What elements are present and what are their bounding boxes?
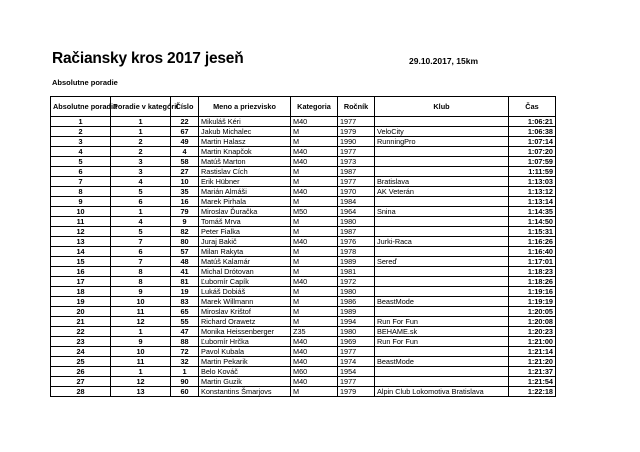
cell-abs-position: 1 <box>51 117 111 127</box>
cell-abs-position: 25 <box>51 357 111 367</box>
cell-birth-year: 1987 <box>338 227 375 237</box>
cell-club: Bratislava <box>375 177 509 187</box>
cell-birth-year: 1980 <box>338 287 375 297</box>
table-row <box>51 127 556 137</box>
table-row <box>51 147 556 157</box>
cell-time: 1:19:19 <box>509 297 556 307</box>
cell-category-position: 9 <box>111 337 171 347</box>
cell-runner-name: Pavol Kubala <box>199 347 291 357</box>
cell-runner-name: Juraj Bakič <box>199 237 291 247</box>
cell-abs-position: 7 <box>51 177 111 187</box>
cell-runner-name: Lukáš Dobiáš <box>199 287 291 297</box>
cell-category: Z35 <box>291 327 338 337</box>
cell-time: 1:21:14 <box>509 347 556 357</box>
table-row <box>51 297 556 307</box>
cell-bib-number: 22 <box>171 117 199 127</box>
table-row <box>51 317 556 327</box>
cell-category: M <box>291 227 338 237</box>
cell-bib-number: 79 <box>171 207 199 217</box>
cell-category-position: 8 <box>111 267 171 277</box>
cell-runner-name: Marek Willmann <box>199 297 291 307</box>
cell-club <box>375 247 509 257</box>
results-table <box>50 96 556 397</box>
cell-runner-name: Ľubomír Capík <box>199 277 291 287</box>
cell-birth-year: 1980 <box>338 217 375 227</box>
cell-time: 1:07:14 <box>509 137 556 147</box>
cell-abs-position: 19 <box>51 297 111 307</box>
cell-bib-number: 4 <box>171 147 199 157</box>
cell-club: Run For Fun <box>375 317 509 327</box>
cell-time: 1:21:00 <box>509 337 556 347</box>
cell-category-position: 11 <box>111 307 171 317</box>
table-row <box>51 117 556 127</box>
cell-birth-year: 1972 <box>338 277 375 287</box>
cell-category: M40 <box>291 377 338 387</box>
cell-time: 1:07:59 <box>509 157 556 167</box>
cell-birth-year: 1989 <box>338 257 375 267</box>
cell-bib-number: 9 <box>171 217 199 227</box>
table-row <box>51 387 556 397</box>
cell-category-position: 6 <box>111 247 171 257</box>
cell-bib-number: 35 <box>171 187 199 197</box>
cell-category-position: 4 <box>111 217 171 227</box>
table-header-row <box>51 97 556 117</box>
cell-birth-year: 1970 <box>338 187 375 197</box>
cell-abs-position: 11 <box>51 217 111 227</box>
cell-category-position: 8 <box>111 277 171 287</box>
cell-category: M <box>291 167 338 177</box>
cell-time: 1:22:18 <box>509 387 556 397</box>
cell-bib-number: 55 <box>171 317 199 327</box>
cell-birth-year: 1974 <box>338 357 375 367</box>
cell-runner-name: Richard Orawetz <box>199 317 291 327</box>
cell-club <box>375 277 509 287</box>
table-row <box>51 207 556 217</box>
cell-time: 1:20:23 <box>509 327 556 337</box>
cell-category-position: 11 <box>111 357 171 367</box>
cell-abs-position: 24 <box>51 347 111 357</box>
col-header-category: Kategoria <box>291 97 338 117</box>
cell-category-position: 9 <box>111 287 171 297</box>
cell-category-position: 10 <box>111 347 171 357</box>
cell-category-position: 10 <box>111 297 171 307</box>
table-row <box>51 237 556 247</box>
cell-abs-position: 21 <box>51 317 111 327</box>
table-row <box>51 177 556 187</box>
race-date: 29.10.2017, 15km <box>409 56 479 66</box>
cell-abs-position: 5 <box>51 157 111 167</box>
cell-runner-name: Martin Pekarik <box>199 357 291 367</box>
cell-birth-year: 1964 <box>338 207 375 217</box>
cell-bib-number: 80 <box>171 237 199 247</box>
cell-category-position: 5 <box>111 227 171 237</box>
cell-club: AK Veterán <box>375 187 509 197</box>
cell-category: M40 <box>291 347 338 357</box>
cell-category-position: 12 <box>111 377 171 387</box>
table-row <box>51 217 556 227</box>
cell-runner-name: Peter Fialka <box>199 227 291 237</box>
cell-abs-position: 20 <box>51 307 111 317</box>
cell-club <box>375 347 509 357</box>
cell-abs-position: 3 <box>51 137 111 147</box>
cell-time: 1:18:26 <box>509 277 556 287</box>
cell-time: 1:19:16 <box>509 287 556 297</box>
cell-abs-position: 14 <box>51 247 111 257</box>
cell-birth-year: 1981 <box>338 267 375 277</box>
cell-runner-name: Matúš Kalamár <box>199 257 291 267</box>
cell-club: Snina <box>375 207 509 217</box>
cell-time: 1:14:50 <box>509 217 556 227</box>
cell-runner-name: Tomáš Mrva <box>199 217 291 227</box>
cell-category: M40 <box>291 237 338 247</box>
cell-club: BeastMode <box>375 357 509 367</box>
cell-runner-name: Ľubomír Hrčka <box>199 337 291 347</box>
cell-time: 1:17:01 <box>509 257 556 267</box>
cell-birth-year: 1978 <box>338 247 375 257</box>
cell-runner-name: Erik Hübner <box>199 177 291 187</box>
cell-club: Jurki-Raca <box>375 237 509 247</box>
table-row <box>51 377 556 387</box>
cell-category: M <box>291 257 338 267</box>
cell-category-position: 5 <box>111 187 171 197</box>
table-row <box>51 267 556 277</box>
table-row <box>51 157 556 167</box>
cell-club: VeloCity <box>375 127 509 137</box>
cell-time: 1:13:03 <box>509 177 556 187</box>
cell-bib-number: 60 <box>171 387 199 397</box>
cell-runner-name: Martin Halasz <box>199 137 291 147</box>
cell-bib-number: 81 <box>171 277 199 287</box>
cell-runner-name: Milan Rakyta <box>199 247 291 257</box>
cell-bib-number: 49 <box>171 137 199 147</box>
cell-time: 1:07:20 <box>509 147 556 157</box>
cell-runner-name: Mikuláš Kéri <box>199 117 291 127</box>
table-row <box>51 287 556 297</box>
cell-category-position: 1 <box>111 127 171 137</box>
cell-abs-position: 6 <box>51 167 111 177</box>
cell-club: BEHAME.sk <box>375 327 509 337</box>
table-row <box>51 337 556 347</box>
cell-bib-number: 90 <box>171 377 199 387</box>
cell-category: M50 <box>291 207 338 217</box>
table-row <box>51 327 556 337</box>
cell-abs-position: 16 <box>51 267 111 277</box>
cell-category: M <box>291 317 338 327</box>
cell-bib-number: 27 <box>171 167 199 177</box>
cell-bib-number: 83 <box>171 297 199 307</box>
cell-bib-number: 47 <box>171 327 199 337</box>
cell-runner-name: Monika Heissenberger <box>199 327 291 337</box>
cell-category: M <box>291 137 338 147</box>
cell-category-position: 7 <box>111 257 171 267</box>
cell-category: M <box>291 297 338 307</box>
cell-runner-name: Matúš Marton <box>199 157 291 167</box>
cell-bib-number: 1 <box>171 367 199 377</box>
cell-abs-position: 10 <box>51 207 111 217</box>
cell-abs-position: 26 <box>51 367 111 377</box>
cell-bib-number: 48 <box>171 257 199 267</box>
cell-category: M40 <box>291 157 338 167</box>
col-header-club: Klub <box>375 97 509 117</box>
cell-time: 1:21:37 <box>509 367 556 377</box>
cell-time: 1:21:20 <box>509 357 556 367</box>
cell-birth-year: 1979 <box>338 387 375 397</box>
col-header-name: Meno a priezvisko <box>199 97 291 117</box>
cell-abs-position: 18 <box>51 287 111 297</box>
page-title: Račiansky kros 2017 jeseň <box>52 50 244 67</box>
cell-club <box>375 157 509 167</box>
cell-bib-number: 58 <box>171 157 199 167</box>
col-header-abs: Absolutne poradia <box>51 97 111 117</box>
cell-club <box>375 227 509 237</box>
cell-category: M <box>291 217 338 227</box>
cell-time: 1:11:59 <box>509 167 556 177</box>
table-row <box>51 137 556 147</box>
cell-category-position: 12 <box>111 317 171 327</box>
cell-category: M <box>291 267 338 277</box>
table-row <box>51 307 556 317</box>
results-body <box>51 117 556 397</box>
table-row <box>51 277 556 287</box>
cell-abs-position: 12 <box>51 227 111 237</box>
cell-abs-position: 13 <box>51 237 111 247</box>
cell-birth-year: 1954 <box>338 367 375 377</box>
cell-bib-number: 65 <box>171 307 199 317</box>
cell-time: 1:20:05 <box>509 307 556 317</box>
cell-club <box>375 167 509 177</box>
cell-category: M40 <box>291 277 338 287</box>
cell-category-position: 2 <box>111 137 171 147</box>
cell-runner-name: Belo Kováč <box>199 367 291 377</box>
cell-abs-position: 2 <box>51 127 111 137</box>
col-header-year: Ročník <box>338 97 375 117</box>
cell-club <box>375 117 509 127</box>
cell-time: 1:06:38 <box>509 127 556 137</box>
cell-runner-name: Michal Drótovan <box>199 267 291 277</box>
cell-birth-year: 1976 <box>338 237 375 247</box>
table-row <box>51 357 556 367</box>
table-row <box>51 167 556 177</box>
cell-birth-year: 1977 <box>338 377 375 387</box>
cell-runner-name: Martin Guzik <box>199 377 291 387</box>
cell-runner-name: Konstantins Šmarjovs <box>199 387 291 397</box>
cell-abs-position: 23 <box>51 337 111 347</box>
col-header-cat-pos: Poradie v kategórii <box>111 97 171 117</box>
cell-abs-position: 28 <box>51 387 111 397</box>
table-row <box>51 247 556 257</box>
cell-abs-position: 15 <box>51 257 111 267</box>
cell-category: M <box>291 177 338 187</box>
cell-abs-position: 22 <box>51 327 111 337</box>
cell-time: 1:16:26 <box>509 237 556 247</box>
cell-bib-number: 67 <box>171 127 199 137</box>
cell-time: 1:21:54 <box>509 377 556 387</box>
cell-birth-year: 1973 <box>338 157 375 167</box>
cell-birth-year: 1969 <box>338 337 375 347</box>
cell-runner-name: Miroslav Ďuračka <box>199 207 291 217</box>
cell-bib-number: 19 <box>171 287 199 297</box>
cell-category: M40 <box>291 147 338 157</box>
cell-runner-name: Martin Knapčok <box>199 147 291 157</box>
cell-category: M40 <box>291 357 338 367</box>
cell-birth-year: 1990 <box>338 137 375 147</box>
cell-club <box>375 267 509 277</box>
cell-runner-name: Marián Almáši <box>199 187 291 197</box>
cell-birth-year: 1977 <box>338 177 375 187</box>
cell-category-position: 3 <box>111 167 171 177</box>
cell-birth-year: 1977 <box>338 147 375 157</box>
cell-birth-year: 1980 <box>338 327 375 337</box>
cell-birth-year: 1977 <box>338 347 375 357</box>
table-row <box>51 367 556 377</box>
cell-runner-name: Jakub Michalec <box>199 127 291 137</box>
cell-birth-year: 1984 <box>338 197 375 207</box>
col-header-time: Čas <box>509 97 556 117</box>
cell-club: RunningPro <box>375 137 509 147</box>
cell-category: M <box>291 387 338 397</box>
cell-abs-position: 9 <box>51 197 111 207</box>
cell-category: M <box>291 287 338 297</box>
cell-time: 1:13:12 <box>509 187 556 197</box>
cell-bib-number: 10 <box>171 177 199 187</box>
cell-club <box>375 367 509 377</box>
cell-abs-position: 27 <box>51 377 111 387</box>
cell-category-position: 1 <box>111 207 171 217</box>
cell-time: 1:15:31 <box>509 227 556 237</box>
cell-bib-number: 16 <box>171 197 199 207</box>
cell-category-position: 1 <box>111 367 171 377</box>
cell-bib-number: 72 <box>171 347 199 357</box>
cell-birth-year: 1986 <box>338 297 375 307</box>
table-row <box>51 347 556 357</box>
section-subtitle: Absolutne poradie <box>52 78 118 87</box>
cell-category: M <box>291 247 338 257</box>
cell-club: Alpin Club Lokomotiva Bratislava <box>375 387 509 397</box>
cell-birth-year: 1989 <box>338 307 375 317</box>
table-row <box>51 227 556 237</box>
cell-category-position: 7 <box>111 237 171 247</box>
cell-bib-number: 41 <box>171 267 199 277</box>
cell-time: 1:06:21 <box>509 117 556 127</box>
cell-category: M <box>291 127 338 137</box>
cell-category-position: 4 <box>111 177 171 187</box>
cell-category-position: 1 <box>111 327 171 337</box>
cell-birth-year: 1977 <box>338 117 375 127</box>
cell-category: M60 <box>291 367 338 377</box>
col-header-num: Číslo <box>171 97 199 117</box>
cell-club <box>375 147 509 157</box>
cell-category: M40 <box>291 337 338 347</box>
cell-abs-position: 8 <box>51 187 111 197</box>
cell-abs-position: 4 <box>51 147 111 157</box>
cell-category-position: 3 <box>111 157 171 167</box>
cell-time: 1:16:40 <box>509 247 556 257</box>
table-row <box>51 197 556 207</box>
cell-category: M40 <box>291 117 338 127</box>
cell-time: 1:13:14 <box>509 197 556 207</box>
cell-category-position: 6 <box>111 197 171 207</box>
cell-category: M40 <box>291 187 338 197</box>
cell-birth-year: 1987 <box>338 167 375 177</box>
cell-bib-number: 82 <box>171 227 199 237</box>
cell-club: Run For Fun <box>375 337 509 347</box>
cell-bib-number: 57 <box>171 247 199 257</box>
cell-category: M <box>291 197 338 207</box>
cell-bib-number: 88 <box>171 337 199 347</box>
cell-club <box>375 307 509 317</box>
cell-birth-year: 1994 <box>338 317 375 327</box>
cell-club <box>375 217 509 227</box>
cell-category-position: 13 <box>111 387 171 397</box>
cell-runner-name: Miroslav Krištof <box>199 307 291 317</box>
cell-club: Sereď <box>375 257 509 267</box>
cell-bib-number: 32 <box>171 357 199 367</box>
cell-birth-year: 1979 <box>338 127 375 137</box>
cell-club <box>375 197 509 207</box>
table-row <box>51 257 556 267</box>
cell-club <box>375 377 509 387</box>
cell-category-position: 1 <box>111 117 171 127</box>
cell-category: M <box>291 307 338 317</box>
cell-club: BeastMode <box>375 297 509 307</box>
table-row <box>51 187 556 197</box>
cell-club <box>375 287 509 297</box>
cell-runner-name: Marek Pirhala <box>199 197 291 207</box>
cell-time: 1:20:08 <box>509 317 556 327</box>
cell-time: 1:14:35 <box>509 207 556 217</box>
cell-abs-position: 17 <box>51 277 111 287</box>
cell-runner-name: Rastislav Cích <box>199 167 291 177</box>
cell-category-position: 2 <box>111 147 171 157</box>
cell-time: 1:18:23 <box>509 267 556 277</box>
